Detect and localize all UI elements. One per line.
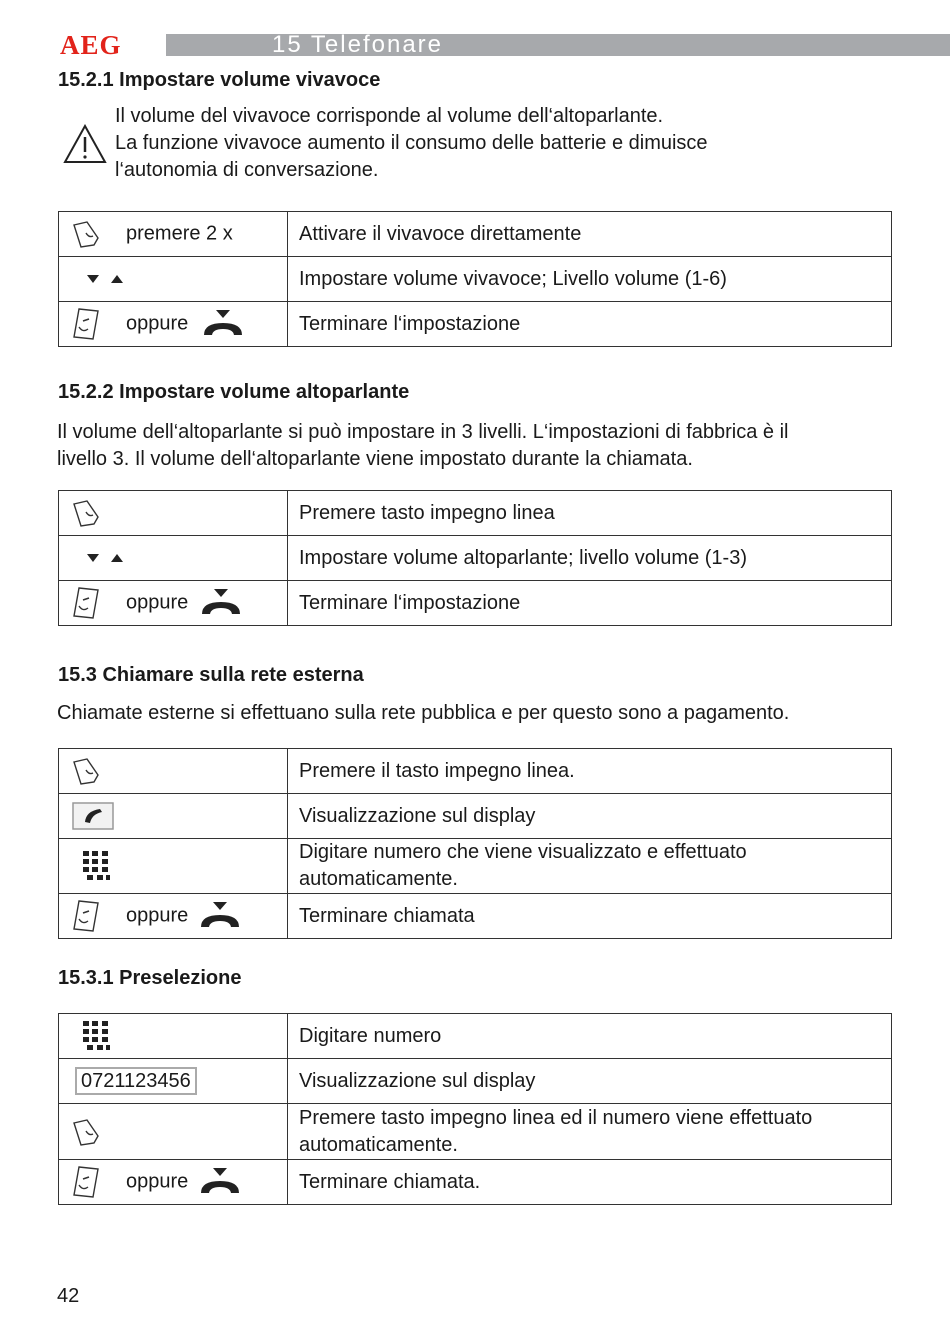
table-row [59,536,892,581]
steps-table-15-2-1 [58,211,892,347]
chapter-banner [166,31,950,58]
display-handset-symbol-icon [72,802,114,830]
steps-table-15-3 [58,748,892,939]
volume-up-down-arrows-icon [86,272,126,286]
step-desc: Attivare il vivavoce direttamente [288,212,892,257]
step-key-cell [59,212,288,257]
step-key-cell [59,839,288,894]
step-key-cell [59,536,288,581]
hang-up-handset-icon [198,1167,242,1197]
display-number-readout: 0721123456 [75,1067,197,1095]
keypad-icon [81,849,113,883]
hang-up-handset-icon [199,588,243,618]
hang-up-handset-icon [201,309,245,339]
table-row [59,1014,892,1059]
step-desc: Impostare volume altoparlante; livello volume (1-3) [288,536,892,581]
step-desc: Premere tasto impegno linea [288,491,892,536]
table-row [59,794,892,839]
section-heading-15-2-1: 15.2.1 Impostare volume vivavoce [58,69,381,91]
step-key-cell [59,894,288,939]
table-row [59,302,892,347]
paragraph-line-2: livello 3. Il volume dell‘altoparlante viene impostato durante la chiamata. [57,448,693,470]
step-key-cell [59,1160,288,1205]
step-desc: Visualizzazione sul display [288,794,892,839]
step-key-cell [59,257,288,302]
table-row [59,749,892,794]
table-row [59,212,892,257]
step-desc: Terminare l‘impostazione [288,302,892,347]
talk-key-icon [71,498,101,528]
chapter-title: 15 Telefonare [272,31,444,58]
step-key-label: oppure [126,312,189,335]
step-desc: Terminare chiamata [288,894,892,939]
step-key-label: premere 2 x [126,222,233,245]
end-key-icon [71,307,101,341]
step-key-cell [59,581,288,626]
step-key-cell [59,749,288,794]
talk-key-icon [71,219,101,249]
step-key-cell [59,1059,288,1104]
table-row [59,257,892,302]
steps-table-15-3-1 [58,1013,892,1205]
steps-table-15-2-2 [58,490,892,626]
step-desc: Impostare volume vivavoce; Livello volume (1-6) [288,257,892,302]
step-desc-line-1: Premere tasto impegno linea ed il numero viene effettuato [299,1106,813,1129]
step-key-label: oppure [126,1170,189,1193]
step-desc [288,839,892,894]
end-key-icon [71,899,101,933]
step-key-cell [59,302,288,347]
warning-triangle-icon [63,124,107,164]
step-desc-line-2: automaticamente. [299,1133,458,1156]
keypad-icon [81,1019,113,1053]
step-key-label: oppure [126,591,189,614]
step-desc: Terminare chiamata. [288,1160,892,1205]
step-desc-line-2: automaticamente. [299,868,458,890]
paragraph: Chiamate esterne si effettuano sulla rete pubblica e per questo sono a pagamento. [57,702,790,724]
page-number: 42 [57,1285,80,1307]
warning-note-line-2: La funzione vivavoce aumento il consumo delle batterie e dimuisce [115,132,708,154]
table-row [59,894,892,939]
section-heading-15-3: 15.3 Chiamare sulla rete esterna [58,664,364,686]
step-desc: Premere il tasto impegno linea. [288,749,892,794]
step-key-cell [59,1104,288,1160]
step-desc: Terminare l‘impostazione [288,581,892,626]
step-key-cell [59,491,288,536]
talk-key-icon [71,756,101,786]
table-row [59,491,892,536]
end-key-icon [71,586,101,620]
end-key-icon [71,1165,101,1199]
table-row [59,581,892,626]
step-key-cell [59,794,288,839]
table-row [59,839,892,894]
volume-up-down-arrows-icon [86,551,126,565]
talk-key-icon [71,1117,101,1147]
step-desc [288,1104,892,1160]
hang-up-handset-icon [198,901,242,931]
warning-note-line-1: Il volume del vivavoce corrisponde al volume dell‘altoparlante. [115,105,664,127]
step-desc: Visualizzazione sul display [288,1059,892,1104]
section-heading-15-2-2: 15.2.2 Impostare volume altoparlante [58,381,410,403]
aeg-logo: AEG [60,30,122,60]
step-key-label: oppure [126,904,189,927]
step-desc-line-1: Digitare numero che viene visualizzato e effettuato [299,841,747,863]
paragraph-line-1: Il volume dell‘altoparlante si può impostare in 3 livelli. L‘impostazioni di fabbrica è il [57,421,789,443]
table-row [59,1160,892,1205]
warning-note-line-3: l‘autonomia di conversazione. [115,159,379,181]
section-heading-15-3-1: 15.3.1 Preselezione [58,967,242,989]
table-row [59,1104,892,1160]
step-desc: Digitare numero [288,1014,892,1059]
step-key-cell [59,1014,288,1059]
table-row [59,1059,892,1104]
